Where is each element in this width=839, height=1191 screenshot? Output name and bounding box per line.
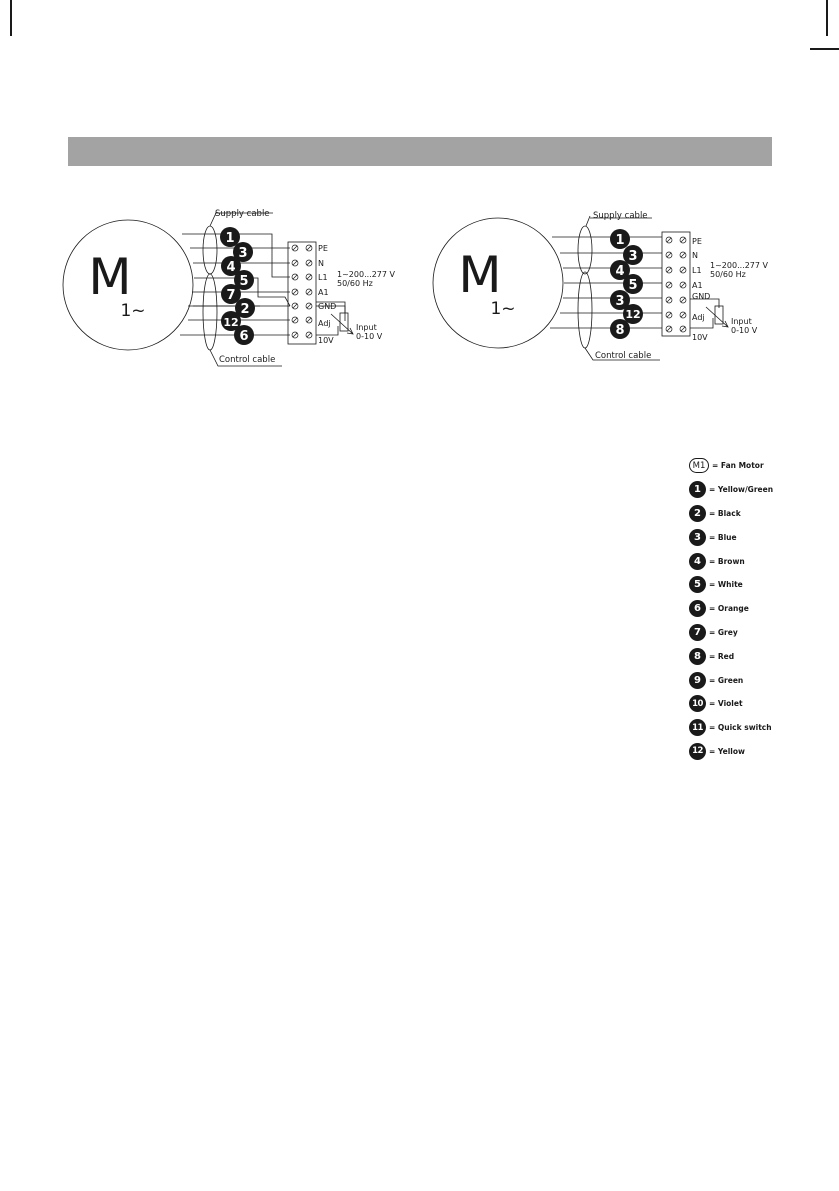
- badge-3: 3: [238, 246, 248, 261]
- number-badge-icon: 10: [689, 695, 706, 712]
- supply-cable-label: Supply cable: [593, 211, 648, 221]
- legend-item: [689, 740, 829, 764]
- terminal-a1: A1: [692, 281, 703, 290]
- crop-mark-top-right: [810, 48, 839, 50]
- legend-label: = Grey: [709, 627, 738, 637]
- terminal-pe: PE: [318, 244, 328, 253]
- terminal-l1: L1: [692, 266, 702, 275]
- legend-label: = Green: [709, 675, 744, 685]
- section-header-bar: [68, 137, 772, 166]
- legend-item: [689, 621, 829, 645]
- number-badge-icon: 12: [689, 743, 706, 760]
- legend-item: [689, 692, 829, 716]
- legend-label: = Quick switch: [709, 723, 772, 733]
- number-badge-icon: 1: [689, 481, 706, 498]
- legend-label: = Black: [709, 508, 741, 518]
- motor-phase: 1~: [490, 299, 516, 319]
- crop-mark-left: [10, 0, 12, 36]
- badge-4: 4: [226, 260, 236, 275]
- legend-item: [689, 525, 829, 549]
- wire-badges: [610, 229, 643, 339]
- number-badge-icon: 5: [689, 576, 706, 593]
- badge-12: 12: [625, 308, 641, 321]
- legend-label: = Yellow: [709, 746, 745, 756]
- number-badge-icon: 9: [689, 672, 706, 689]
- badge-8: 8: [615, 323, 625, 338]
- number-badge-icon: 6: [689, 600, 706, 617]
- left-wiring-diagram: [60, 200, 400, 370]
- badge-1: 1: [225, 231, 235, 246]
- badge-5: 5: [628, 278, 638, 293]
- terminal-n: N: [318, 259, 324, 268]
- supply-cable-ellipse: [578, 226, 592, 274]
- supply-cable-label: Supply cable: [215, 209, 270, 219]
- badge-7: 7: [226, 288, 236, 303]
- badge-3: 3: [628, 249, 638, 264]
- badge-1: 1: [615, 233, 625, 248]
- terminal-pe: PE: [692, 237, 702, 246]
- badge-6: 6: [239, 329, 249, 344]
- badge-5: 5: [239, 274, 249, 289]
- motor-letter: M: [88, 248, 132, 306]
- input-range: 0-10 V: [356, 332, 383, 341]
- control-cable-label: Control cable: [219, 355, 276, 365]
- terminal-l1: L1: [318, 273, 328, 282]
- legend-item: [689, 549, 829, 573]
- terminal-adj: Adj: [692, 313, 705, 322]
- legend-label: = Red: [709, 651, 735, 661]
- control-cable-label: Control cable: [595, 351, 652, 361]
- supply-spec-frequency: 50/60 Hz: [337, 279, 373, 288]
- terminal-n: N: [692, 251, 698, 260]
- number-badge-icon: 2: [689, 505, 706, 522]
- terminal-10v: 10V: [318, 336, 334, 345]
- legend-label: = Yellow/Green: [709, 485, 774, 495]
- wire-color-legend: [689, 454, 829, 763]
- legend-label: = Orange: [709, 604, 749, 614]
- right-wiring-diagram: [430, 200, 790, 370]
- crop-mark-right: [826, 0, 828, 36]
- badge-3b: 3: [615, 294, 625, 309]
- terminal-10v: 10V: [692, 333, 708, 342]
- legend-label: = Violet: [709, 699, 743, 709]
- legend-label: = Blue: [709, 532, 737, 542]
- badge-12: 12: [223, 316, 239, 329]
- input-label: Input: [731, 317, 752, 326]
- legend-label: = Brown: [709, 556, 745, 566]
- control-cable-ellipse: [203, 274, 217, 350]
- number-badge-icon: 3: [689, 529, 706, 546]
- number-badge-icon: 8: [689, 648, 706, 665]
- number-badge-icon: 7: [689, 624, 706, 641]
- legend-item-fan-motor: [689, 454, 829, 478]
- supply-spec-frequency: 50/60 Hz: [710, 270, 746, 279]
- legend-item: [689, 668, 829, 692]
- legend-item: [689, 478, 829, 502]
- terminal-gnd: GND: [692, 292, 711, 301]
- supply-cable-ellipse: [203, 226, 217, 274]
- terminal-gnd: GND: [318, 302, 337, 311]
- number-badge-icon: 11: [689, 719, 706, 736]
- input-range: 0-10 V: [731, 326, 758, 335]
- motor-letter: M: [458, 246, 502, 304]
- terminal-a1: A1: [318, 288, 329, 297]
- number-badge-icon: 4: [689, 553, 706, 570]
- motor-icon: M1: [689, 458, 709, 473]
- legend-label: = Fan Motor: [712, 461, 764, 471]
- supply-spec-voltage: 1~200...277 V: [337, 270, 395, 279]
- legend-item: [689, 573, 829, 597]
- terminal-adj: Adj: [318, 319, 331, 328]
- legend-item: [689, 597, 829, 621]
- legend-label: = White: [709, 580, 743, 590]
- legend-item: [689, 644, 829, 668]
- legend-item: [689, 716, 829, 740]
- badge-2: 2: [240, 302, 250, 317]
- badge-4: 4: [615, 264, 625, 279]
- wire-badges: [220, 227, 255, 345]
- input-label: Input: [356, 323, 377, 332]
- motor-phase: 1~: [120, 301, 146, 321]
- legend-item: [689, 502, 829, 526]
- supply-spec-voltage: 1~200...277 V: [710, 261, 768, 270]
